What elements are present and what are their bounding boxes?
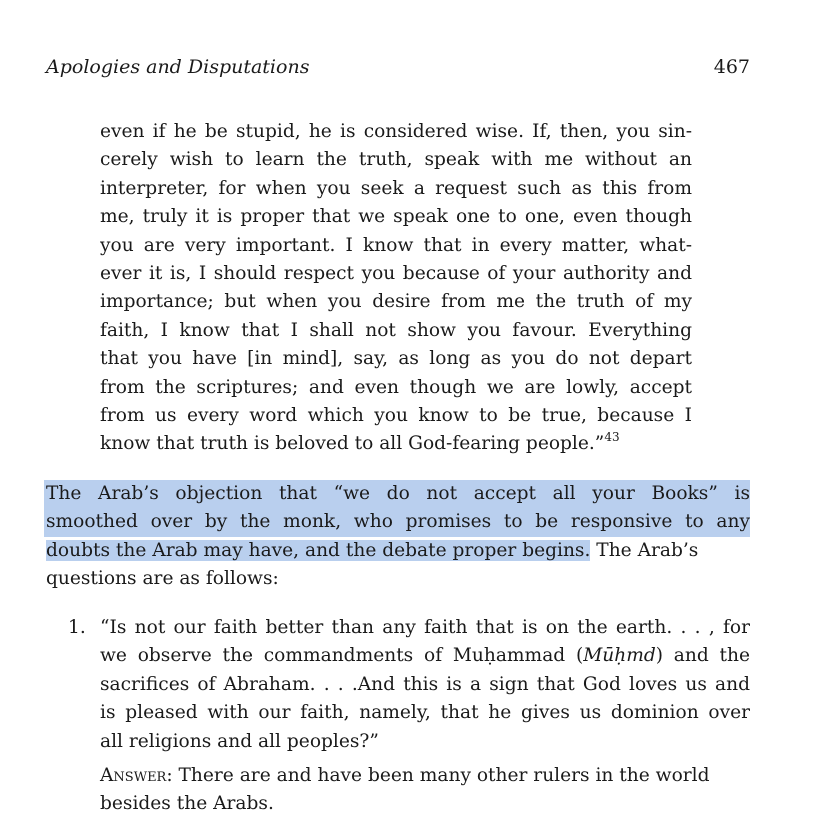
quote-line: even if he be stupid, he is considered wise. If, then, you sin- <box>100 121 692 142</box>
unhighlighted-text: The Arab’s <box>590 539 699 561</box>
quote-line: importance; but when you desire from me the truth of my <box>100 291 692 313</box>
highlighted-selection[interactable]: doubts the Arab may have, and the debate proper begins. <box>46 539 591 561</box>
paragraph-line: questions are as follows: <box>46 568 279 590</box>
answer-line <box>100 762 750 790</box>
list-line-text: ) and the <box>655 645 750 667</box>
list-item-body <box>100 614 750 756</box>
quote-line: that you have [in mind], say, as long as you do not depart <box>100 348 692 370</box>
list-line: sacrifices of Abraham. . . .And this is a sign that God loves us and <box>100 673 750 695</box>
answer-block <box>100 762 750 819</box>
footnote-marker: 43 <box>604 430 620 445</box>
list-number: 1. <box>68 617 86 638</box>
block-quote <box>100 118 692 459</box>
body-paragraph[interactable] <box>46 480 750 594</box>
list-line: “Is not our faith better than any faith that is on the earth. . . , for <box>100 617 750 638</box>
highlighted-line[interactable]: The Arab’s objection that “we do not accept all your Books” is <box>44 480 750 508</box>
list-line-text: we observe the commandments of Muḥammad ( <box>100 645 584 667</box>
list-line: all religions and all peoples?” <box>100 730 379 752</box>
answer-label: Answer <box>100 765 167 786</box>
transliteration: Mūḥmd <box>583 645 656 667</box>
running-title: Apologies and Disputations <box>46 56 310 78</box>
quote-line: me, truly it is proper that we speak one to one, even though <box>100 206 692 228</box>
answer-text: : There are and have been many other rulers in the world <box>166 765 710 786</box>
quote-line: interpreter, for when you seek a request such as this from <box>100 177 692 199</box>
quote-line: you are very important. I know that in every matter, what- <box>100 234 692 256</box>
partially-highlighted-line[interactable] <box>46 537 750 565</box>
running-head <box>46 56 750 84</box>
quote-line: ever it is, I should respect you because of your authority and <box>100 262 692 284</box>
quote-line: faith, I know that I shall not show you favour. Everything <box>100 319 692 341</box>
quote-last-line <box>100 430 692 458</box>
page-number: 467 <box>713 56 750 78</box>
list-line: is pleased with our faith, namely, that he gives us dominion over <box>100 702 750 724</box>
quote-line: from us every word which you know to be true, because I <box>100 404 692 426</box>
list-line <box>100 642 750 670</box>
answer-line: besides the Arabs. <box>100 793 274 815</box>
quote-line: from the scriptures; and even though we are lowly, accept <box>100 376 692 398</box>
highlighted-line[interactable]: smoothed over by the monk, who promises to be responsive to any <box>44 508 750 536</box>
quote-last-line-text: know that truth is beloved to all God-fearing people.” <box>100 433 605 455</box>
quote-line: cerely wish to learn the truth, speak with me without an <box>100 149 692 171</box>
